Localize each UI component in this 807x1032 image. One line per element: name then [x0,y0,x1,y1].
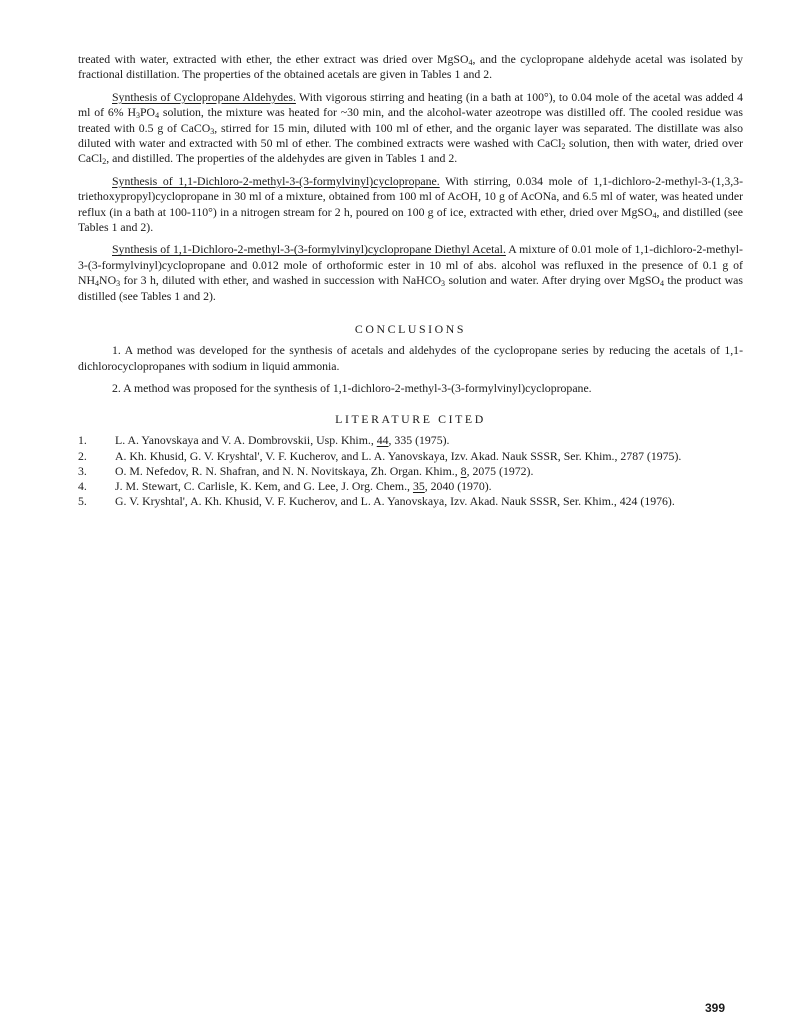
reference-number: 3. [78,463,87,478]
subscript: 3 [116,279,121,289]
reference-item [78,433,743,448]
reference-volume: 8 [460,463,467,478]
subscript: 4 [659,279,664,289]
reference-text: O. M. Nefedov, R. N. Shafran, and N. N. Novitskaya, Zh. Organ. Khim., [115,463,461,478]
reference-text: G. V. Kryshtal', A. Kh. Khusid, V. F. Kucherov, and L. A. Yanovskaya, Izv. Akad. Nauk SSSR, Ser. Khim., 424 (1976). [115,494,675,509]
reference-item [78,479,743,494]
section-acetal [78,242,743,304]
section-formylvinyl [78,174,743,236]
subscript: 2 [102,157,107,167]
section-text: solution, then with water, dried over CaCl [78,136,744,166]
page-number: 399 [705,1001,726,1015]
section-text: , and distilled (see Tables 1 and 2). [78,204,743,235]
intro-text-cont: , and the cyclopropane aldehyde acetal was isolated by fractional distillation. The properties of the obtained acetals are given in Tables 1 and 2. [78,52,743,82]
section-text: , and distilled. The properties of the aldehydes are given in Tables 1 and 2. [106,151,458,166]
conclusions-title: CONCLUSIONS [354,322,467,337]
reference-text: , 2075 (1972). [466,463,534,478]
section-heading: Synthesis of 1,1-Dichloro-2-methyl-3-(3-formylvinyl)cyclopropane. [112,173,440,188]
intro-paragraph [78,52,743,83]
subscript: 4 [468,58,473,67]
section-text: solution and water. After drying over MgSO [445,273,660,288]
subscript: 2 [561,142,566,152]
reference-item [78,464,743,479]
conclusion-item-2: 2. A method was proposed for the synthesis of 1,1-dichloro-2-methyl-3-(3-formylvinyl)cyclopropane. [112,380,592,395]
section-text: the product was distilled (see Tables 1 and 2). [78,273,743,303]
reference-list [78,433,743,509]
reference-number: 5. [78,494,87,509]
section-text: A mixture of 0.01 mole of 1,1-dichloro-2-methyl-3-(3-formylvinyl)cyclopropane and 0.012 mole of orthoformic ester in 10 ml of abs. alcohol was refluxed in the presence of 0.1 g of NH [78,242,743,288]
reference-number: 4. [78,478,87,493]
reference-volume: 44 [376,433,389,448]
subscript: 4 [155,111,160,121]
section-text: With stirring, 0.034 mole of 1,1-dichloro-2-methyl-3-(1,3,3-triethoxypropyl)cyclopropane in 30 ml of a mixture, obtained from 100 ml of AcOH, 10 g of AcONa, and 6.5 ml of water, was heated under reflux (in a bath at 100-110°) in a nitrogen stream for 2 h, poured on 100 g of ice, extracted with ether, dried over MgSO [78,173,743,219]
section-text: NO [99,273,117,288]
subscript: 4 [652,210,657,220]
reference-volume: 35 [412,478,425,493]
reference-item [78,449,743,464]
reference-item [78,494,743,509]
reference-number: 1. [78,433,87,448]
literature-title: LITERATURE CITED [335,412,486,427]
reference-number: 2. [78,448,87,463]
conclusion-item-1: 1. A method was developed for the synthesis of acetals and aldehydes of the cyclopropane series by reducing the acetals of 1,1-dichlorocyclopropanes with sodium in liquid ammonia. [78,343,743,373]
reference-text: , 335 (1975). [388,433,450,448]
subscript: 3 [441,279,446,289]
reference-text: J. M. Stewart, C. Carlisle, K. Kem, and G. Lee, J. Org. Chem., [115,478,413,493]
reference-text: A. Kh. Khusid, G. V. Kryshtal', V. F. Kucherov, and L. A. Yanovskaya, Izv. Akad. Nauk SSSR, Ser. Khim., 2787 (1975). [115,448,682,463]
subscript: 3 [210,126,215,136]
section-text: for 3 h, diluted with ether, and washed in succession with NaHCO [120,273,442,288]
page-body [78,52,743,509]
reference-text: , 2040 (1970). [424,478,492,493]
section-text: solution, the mixture was heated for ~30 min, and the alcohol-water azeotrope was distilled off. The cooled residue was treated with 0.5 g of CaCO [78,105,743,135]
section-text: With vigorous stirring and heating (in a bath at 100°), to 0.04 mole of the acetal was added 4 ml of 6% H [78,89,743,120]
section-heading: Synthesis of Cyclopropane Aldehydes. [112,89,296,104]
reference-text: L. A. Yanovskaya and V. A. Dombrovskii, Usp. Khim., [115,433,377,448]
subscript: 4 [95,279,100,289]
section-aldehydes [78,90,743,167]
subscript: 3 [135,111,140,121]
intro-text: treated with water, extracted with ether, the ether extract was dried over MgSO [78,52,469,66]
section-text: PO [139,105,156,120]
section-heading: Synthesis of 1,1-Dichloro-2-methyl-3-(3-formylvinyl)cyclopropane Diethyl Acetal. [112,242,506,257]
section-text: , stirred for 15 min, diluted with 100 ml of ether, and the organic layer was separated. The distillate was also diluted with water and extracted with 50 ml of ether. The combined extracts were washed with CaCl [78,120,743,151]
